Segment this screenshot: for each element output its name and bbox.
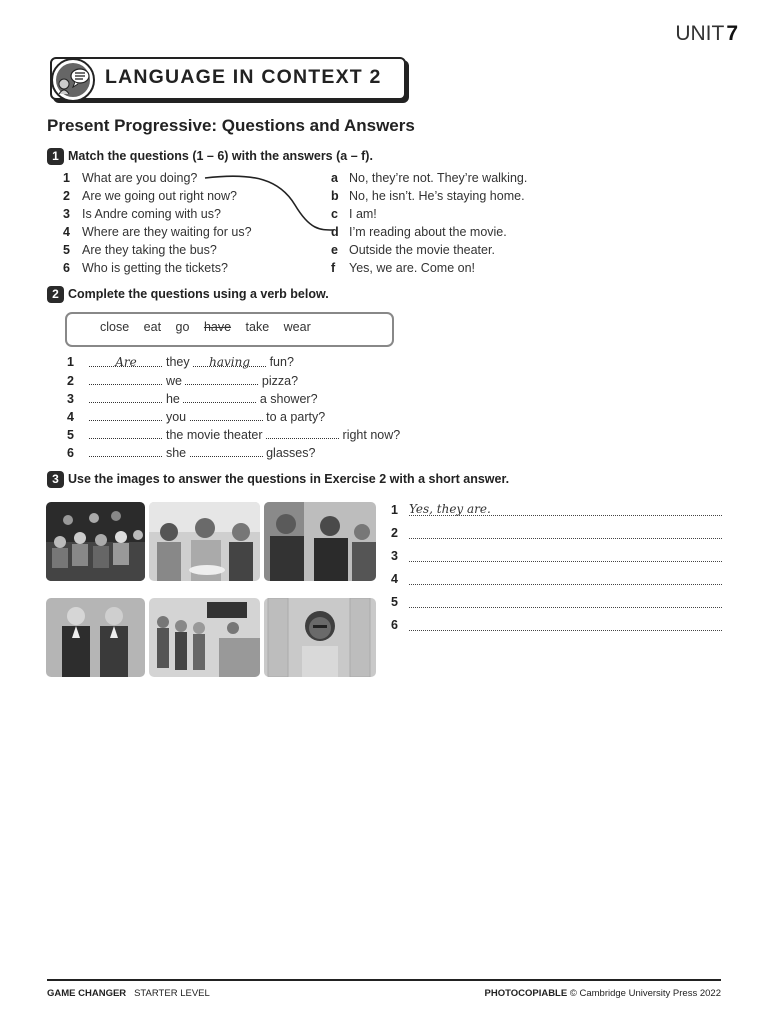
exercise-1-badge: 1 [47, 148, 64, 165]
photo-friends-eating [149, 502, 260, 581]
answer-gap[interactable] [185, 372, 258, 385]
answer-line[interactable] [409, 617, 722, 631]
answer-item: a No, they’re not. They’re walking. [331, 171, 528, 185]
photo-girl-lockers [264, 598, 376, 677]
answer-line[interactable] [409, 571, 722, 585]
answer-gap[interactable] [89, 408, 162, 421]
exercise-1-instruction: Match the questions (1 – 6) with the answers (a – f). [68, 149, 373, 163]
verb-word: wear [283, 320, 311, 334]
footer-right: PHOTOCOPIABLE © Cambridge University Press 2022 [484, 988, 721, 999]
answer-number: 4 [391, 572, 398, 586]
exercise-2-instruction: Complete the questions using a verb below. [68, 287, 329, 301]
page-heading: Present Progressive: Questions and Answers [47, 116, 415, 135]
question-item: 5 Are they taking the bus? [63, 243, 217, 257]
exercise-3-answers [391, 502, 722, 642]
verb-word: take [245, 320, 270, 334]
answer-number: 3 [391, 549, 398, 563]
answer-gap[interactable]: having [193, 354, 266, 367]
photo-two-men-suits [46, 598, 145, 677]
question-item: 1 What are you doing? [63, 171, 198, 185]
verb-word-used: have [203, 320, 232, 334]
photo-movie-audience [46, 502, 145, 581]
footer-rule [47, 979, 721, 981]
question-item: 2 Are we going out right now? [63, 189, 237, 203]
speech-bubble-icon [50, 57, 96, 103]
gap-fill-row: 5 the movie theater right now? [67, 428, 401, 442]
exercise-3-badge: 3 [47, 471, 64, 488]
answer-number: 2 [391, 526, 398, 540]
footer-left: GAME CHANGER STARTER LEVEL [47, 988, 210, 999]
answer-line[interactable] [409, 525, 722, 539]
answer-line[interactable] [409, 594, 722, 608]
section-title: LANGUAGE IN CONTEXT 2 [105, 66, 382, 88]
question-item: 4 Where are they waiting for us? [63, 225, 252, 239]
answer-item: d I’m reading about the movie. [331, 225, 507, 239]
answer-gap[interactable]: Are [89, 354, 162, 367]
example-match-line [200, 170, 340, 240]
answer-gap[interactable] [190, 444, 263, 457]
answer-item: b No, he isn’t. He’s staying home. [331, 189, 525, 203]
unit-label: UNIT7 [675, 22, 738, 45]
question-item: 3 Is Andre coming with us? [63, 207, 221, 221]
exercise-3-instruction: Use the images to answer the questions in Exercise 2 with a short answer. [68, 472, 510, 486]
answer-gap[interactable] [89, 390, 162, 403]
answer-gap[interactable] [89, 372, 162, 385]
gap-fill-row: 3 he a shower? [67, 392, 318, 406]
answer-number: 5 [391, 595, 398, 609]
exercise-2-badge: 2 [47, 286, 64, 303]
answer-gap[interactable] [89, 426, 162, 439]
answer-line[interactable] [409, 548, 722, 562]
gap-fill-row: 1 Are they having fun? [67, 355, 294, 369]
photo-ticket-line [149, 598, 260, 677]
answer-gap[interactable] [89, 444, 162, 457]
answer-gap[interactable] [190, 408, 263, 421]
answer-line[interactable]: Yes, they are. [409, 502, 722, 516]
gap-fill-row: 2 we pizza? [67, 374, 299, 388]
photo-people-laughing [264, 502, 376, 581]
verb-word: eat [143, 320, 162, 334]
gap-fill-row: 4 you to a party? [67, 410, 326, 424]
answer-gap[interactable] [266, 426, 339, 439]
gap-fill-row: 6 she glasses? [67, 446, 316, 460]
verb-list [100, 320, 322, 334]
answer-item: e Outside the movie theater. [331, 243, 495, 257]
answer-number: 6 [391, 618, 398, 632]
answer-item: f Yes, we are. Come on! [331, 261, 475, 275]
answer-gap[interactable] [183, 390, 256, 403]
verb-word: close [100, 320, 130, 334]
answer-number: 1 [391, 503, 398, 517]
answer-item: c I am! [331, 207, 377, 221]
question-item: 6 Who is getting the tickets? [63, 261, 228, 275]
verb-word: go [175, 320, 190, 334]
